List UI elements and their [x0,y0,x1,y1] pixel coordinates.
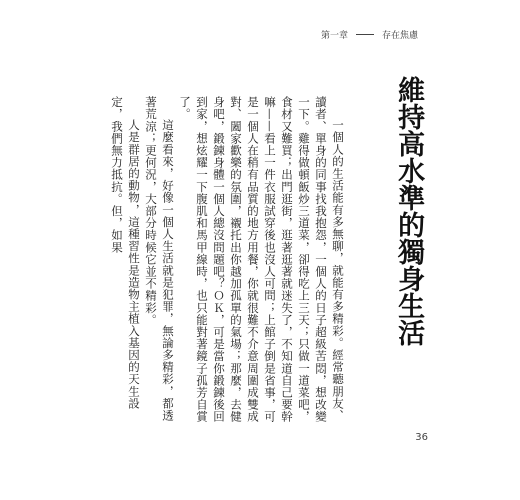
paragraph: 人是群居的動物，這種習性是造物主植入基因的天生設定，我們無力抵抗。但，如果 [110,96,141,410]
running-header [321,26,418,42]
section-label: 存在焦慮 [381,30,418,41]
paragraph: 一個人的生活能有多無聊，就能有多精彩。經常聽朋友、讀者、單身的同事找我抱怨，一個人的日子超級苦悶，想改變一下。雞得做頓飯炒三道菜，卻得吃上三天；只做一道菜吧，食材又難買；出門逛街，逛著逛著就迷失了，不知道自己要幹嘛——看上一件衣服試穿後也沒人可問；上館子倒是省事，可是一個人在稍有品質的地方用餐，你就很難不介意周圍成雙成對、闔家歡樂的氛圍，襯托出你越加孤單的氣場；那麼，去健身吧，鍛鍊身體一個人總沒問題吧？ＯＫ，可是當你鍛鍊後回到家，想炫耀一下腹肌和馬甲線時，也只能對著鏡子孤芳自賞了。 [178,96,345,423]
chapter-label: 第一章 [320,30,348,41]
header-divider [356,34,374,35]
paragraph: 這麼看來，好像一個人生活就是犯罪，無論多精彩，都透著荒涼；更何況，大部分時候它並不精彩。 [144,96,175,422]
article-body [110,96,346,426]
page-number: 36 [415,432,428,443]
article-title: 維持高水準的獨身生活 [393,76,425,346]
